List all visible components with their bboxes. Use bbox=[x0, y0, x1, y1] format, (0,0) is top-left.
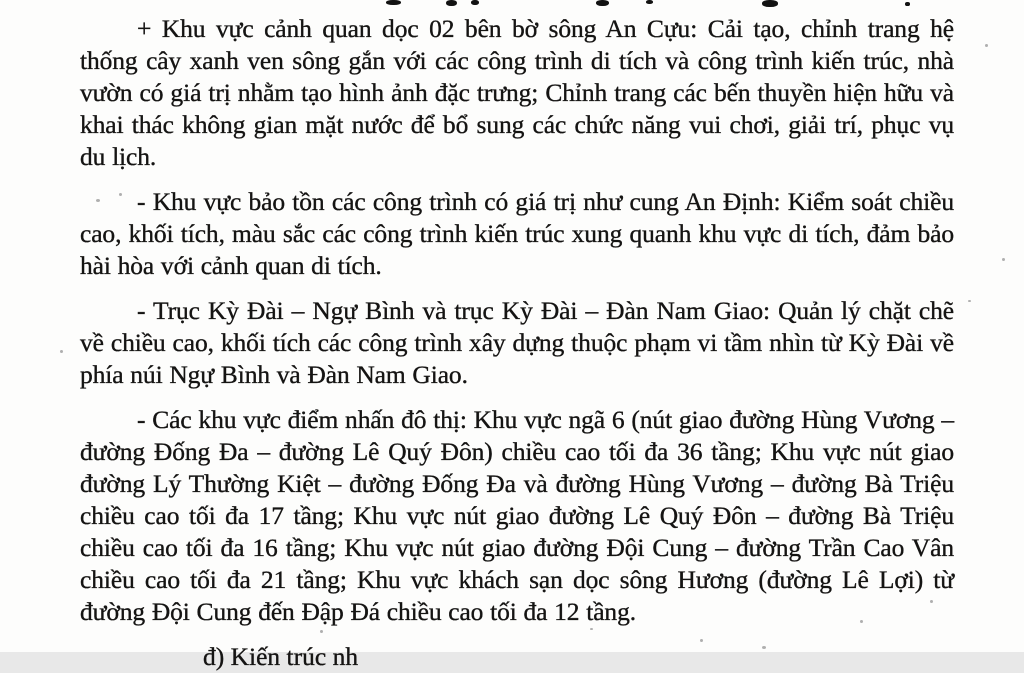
clipped-line-bottom bbox=[203, 641, 623, 671]
ink-remnant bbox=[446, 0, 457, 6]
ink-remnant bbox=[386, 0, 401, 5]
paragraph-an-dinh-conservation: - Khu vực bảo tồn các công trình có giá trị như cung An Định: Kiểm soát chiều cao, khối tích, màu sắc các công trình kiến trúc xung quanh khu vực di tích, đảm bảo hài hòa với cảnh quan di tích. bbox=[80, 187, 954, 280]
paragraph-ky-dai-axis: - Trục Kỳ Đài – Ngự Bình và trục Kỳ Đài – Đàn Nam Giao: Quản lý chặt chẽ về chiều cao, khối tích các công trình xây dựng thuộc phạm vi tầm nhìn từ Kỳ Đài về phía núi Ngự Bình và Đàn Nam Giao. bbox=[80, 296, 954, 389]
paragraph-an-cuu-riverside: + Khu vực cảnh quan dọc 02 bên bờ sông An Cựu: Cải tạo, chỉnh trang hệ thống cây xanh ven sông gắn với các công trình di tích và công trình kiến trúc, nhà vườn có giá trị nhằm tạo hình ảnh đặc trưng; Chỉnh trang các bến thuyền hiện hữu và khai thác không gian mặt nước để bổ sung các chức năng vui chơi, giải trí, phục vụ du lịch. bbox=[80, 14, 954, 171]
ink-remnant bbox=[905, 2, 910, 6]
ink-remnant bbox=[762, 0, 778, 7]
clipped-line-bottom-text: đ) Kiến trúc nh bbox=[203, 642, 359, 671]
ink-remnant bbox=[471, 0, 479, 5]
document-text-column bbox=[80, 13, 954, 641]
paragraph-urban-highlight-areas: - Các khu vực điểm nhấn đô thị: Khu vực ngã 6 (nút giao đường Hùng Vương – đường Đống Đa – đường Lê Quý Đôn) chiều cao tối đa 36 tầng; Khu vực nút giao đường Lý Thường Kiệt – đường Đống Đa và đường Hùng Vương – đường Bà Triệu chiều cao tối đa 17 tầng; Khu vực nút giao đường Lê Quý Đôn – đường Bà Triệu chiều cao tối đa 16 tầng; Khu vực nút giao đường Đội Cung – đường Trần Cao Vân chiều cao tối đa 21 tầng; Khu vực khách sạn dọc sông Hương (đường Lê Lợi) từ đường Đội Cung đến Đập Đá chiều cao tối đa 12 tầng. bbox=[80, 405, 954, 626]
ink-remnant bbox=[646, 0, 653, 4]
ink-remnant bbox=[596, 0, 609, 6]
